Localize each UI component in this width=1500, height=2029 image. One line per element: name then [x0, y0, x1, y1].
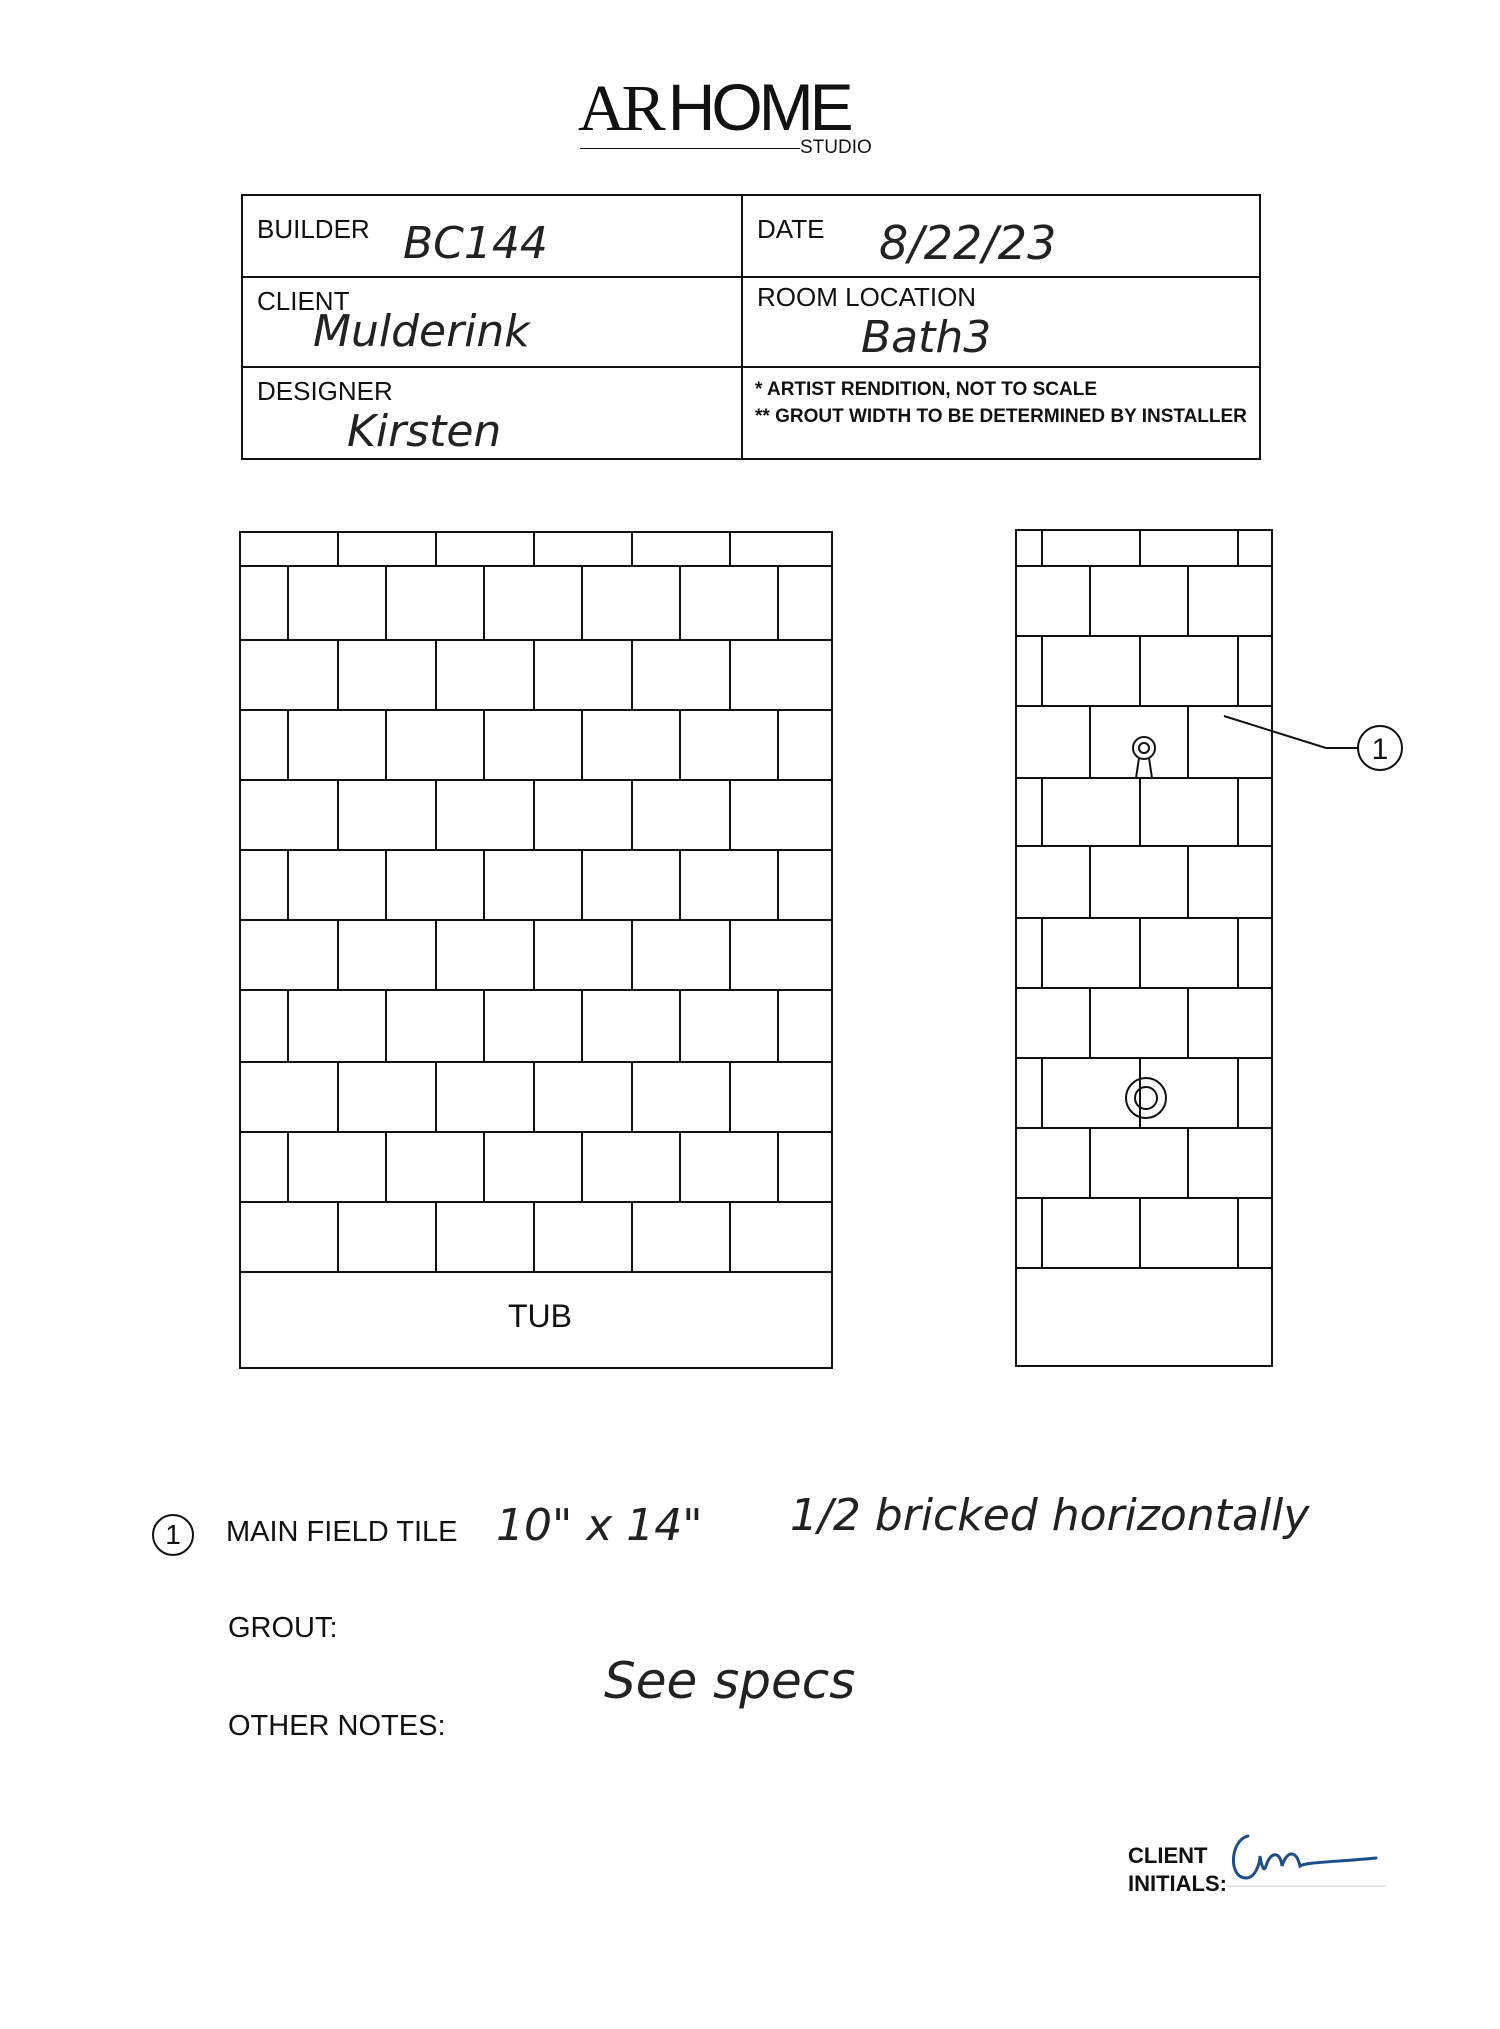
date-label: DATE — [757, 214, 825, 244]
plumbing-fixtures — [1126, 737, 1166, 1118]
date-value: 8/22/23 — [879, 216, 1057, 270]
tile-pattern-value: 1/2 bricked horizontally — [790, 1490, 1310, 1541]
designer-value: Kirsten — [347, 406, 502, 457]
legend-number-circle: 1 — [152, 1514, 194, 1556]
side-wall-elevation — [1016, 530, 1272, 1366]
tub-spout-icon — [1126, 1078, 1166, 1118]
room-location-value: Bath3 — [861, 312, 992, 363]
initials-label-line2: INITIALS: — [1128, 1871, 1227, 1896]
main-field-tile-label: MAIN FIELD TILE — [226, 1516, 458, 1548]
note-grout-width: ** GROUT WIDTH TO BE DETERMINED BY INSTALLER — [755, 406, 1247, 427]
grout-label: GROUT: — [228, 1612, 338, 1644]
logo-ar: AR — [578, 72, 662, 145]
note-artist-rendition: * ARTIST RENDITION, NOT TO SCALE — [755, 379, 1098, 400]
logo-studio: STUDIO — [800, 137, 872, 158]
valve-icon — [1133, 737, 1155, 778]
back-wall-outline — [240, 532, 832, 1368]
designer-label: DESIGNER — [257, 376, 393, 406]
client-initials-signature — [1226, 1822, 1386, 1892]
client-label: CLIENT — [257, 286, 350, 316]
builder-value: BC144 — [403, 218, 548, 269]
callout-number: 1 — [1371, 733, 1389, 766]
back-wall-elevation — [240, 532, 832, 1368]
builder-label: BUILDER — [257, 214, 370, 244]
grout-value: See specs — [604, 1652, 856, 1710]
tub-label: TUB — [508, 1298, 572, 1334]
tile-size-value: 10" x 14" — [496, 1500, 703, 1551]
other-notes-label: OTHER NOTES: — [228, 1710, 446, 1742]
initials-label-line1: CLIENT — [1128, 1843, 1208, 1868]
room-location-label: ROOM LOCATION — [757, 282, 977, 312]
client-value: Mulderink — [313, 306, 530, 357]
logo-home: HOME — [667, 70, 850, 144]
side-wall-outline — [1016, 530, 1272, 1366]
client-initials-label — [1128, 1842, 1227, 1898]
